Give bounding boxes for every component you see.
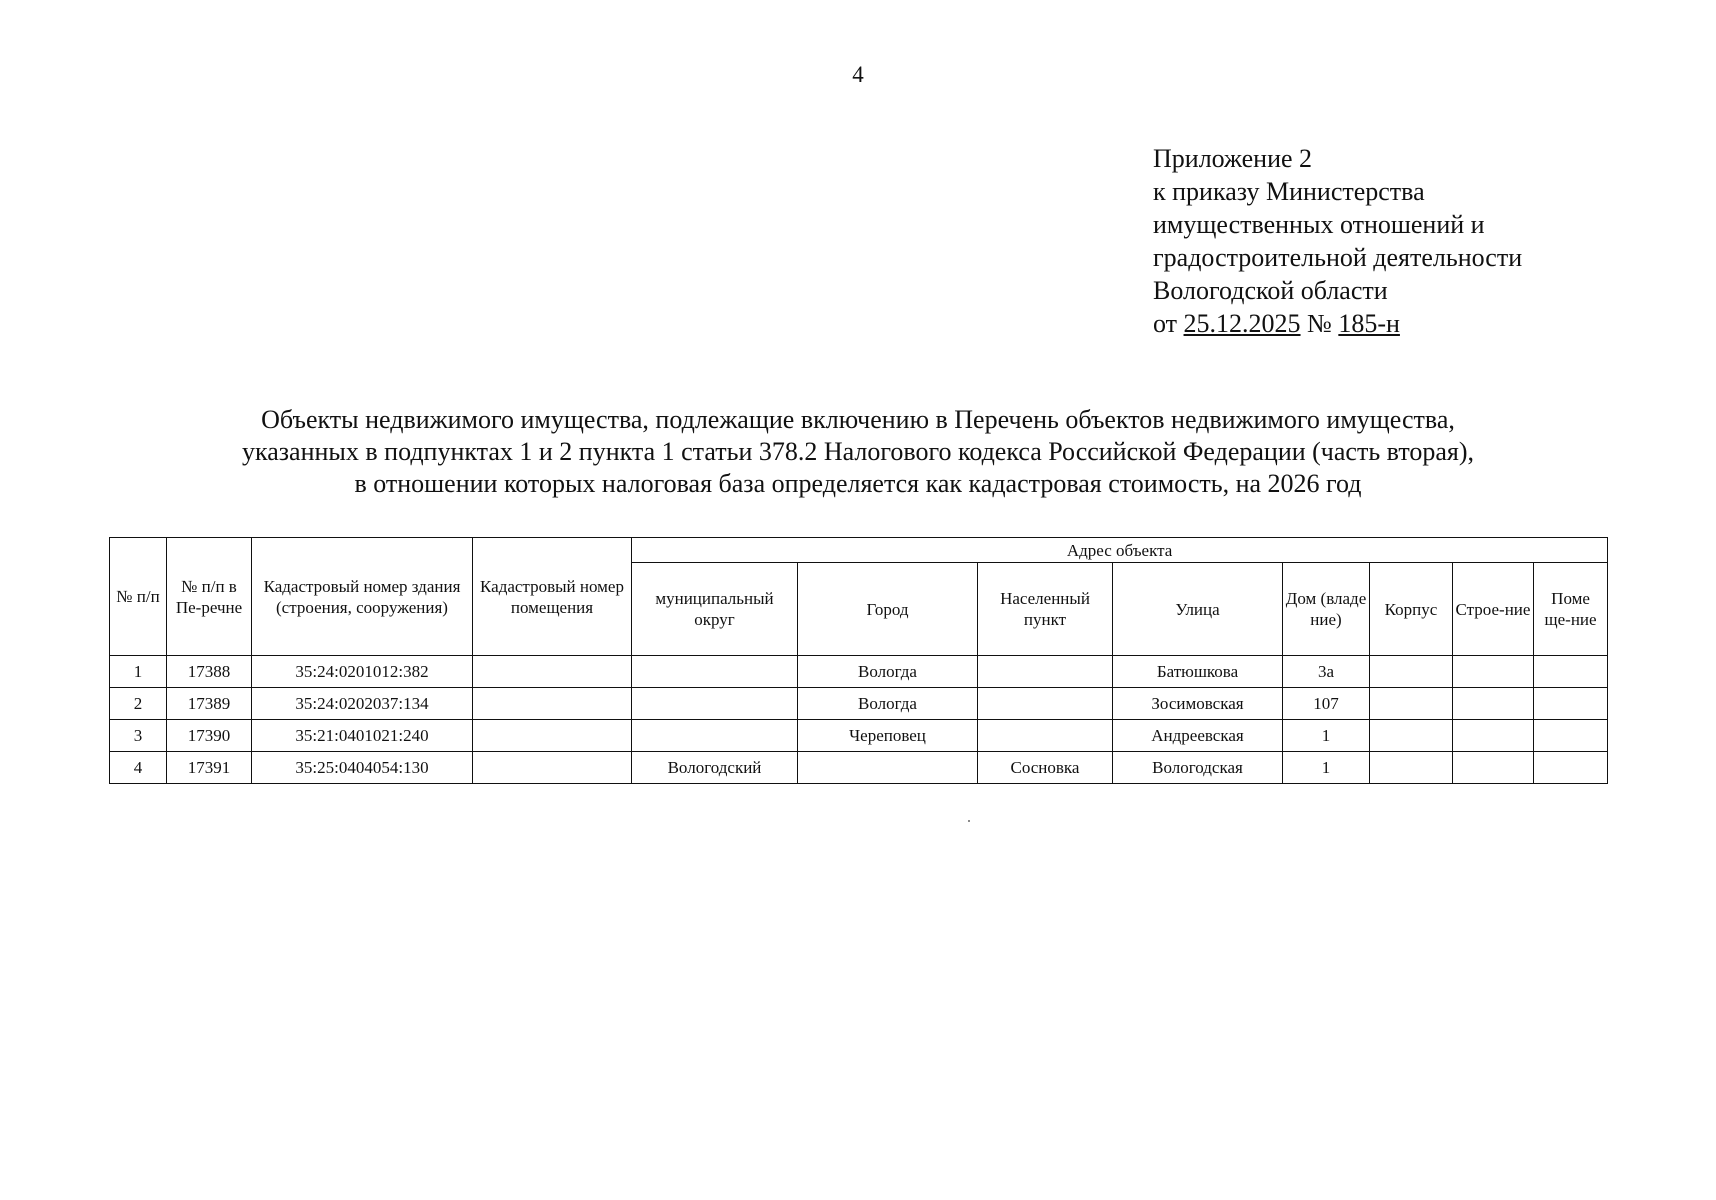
header-room-cadastral: Кадастровый номер помещения (473, 538, 632, 656)
cell-building-cadastral: 35:25:0404054:130 (252, 752, 473, 784)
header-house: Дом (владе ние) (1283, 563, 1370, 656)
appendix-line-1: Приложение 2 (1153, 144, 1313, 173)
cell-block (1370, 720, 1453, 752)
document-title (100, 404, 1616, 500)
cell-settlement (978, 688, 1113, 720)
appendix-line-4: градостроительной деятельности (1153, 243, 1523, 272)
header-building-cadastral: Кадастровый номер здания (строения, сооружения) (252, 538, 473, 656)
cell-city (798, 752, 978, 784)
cell-building (1453, 752, 1534, 784)
cell-building (1453, 688, 1534, 720)
cell-room-cadastral (473, 720, 632, 752)
cell-settlement (978, 656, 1113, 688)
cell-num: 3 (110, 720, 167, 752)
cell-district (632, 720, 798, 752)
cell-district: Вологодский (632, 752, 798, 784)
date-prefix: от (1153, 309, 1178, 338)
header-num: № п/п (110, 538, 167, 656)
cell-building-cadastral: 35:21:0401021:240 (252, 720, 473, 752)
header-building: Строе-ние (1453, 563, 1534, 656)
cell-list-num: 17391 (167, 752, 252, 784)
appendix-line-2: к приказу Министерства (1153, 177, 1425, 206)
table-row (110, 688, 1608, 720)
appendix-block (1153, 142, 1522, 340)
cell-city: Череповец (798, 720, 978, 752)
cell-list-num: 17389 (167, 688, 252, 720)
cell-house: 1 (1283, 720, 1370, 752)
cell-district (632, 656, 798, 688)
cell-building-cadastral: 35:24:0201012:382 (252, 656, 473, 688)
cell-block (1370, 688, 1453, 720)
cell-block (1370, 752, 1453, 784)
cell-house: 1 (1283, 752, 1370, 784)
cell-room (1534, 720, 1608, 752)
title-line-2: указанных в подпунктах 1 и 2 пункта 1 статьи 378.2 Налогового кодекса Российской Федерации (часть вторая), (242, 437, 1474, 466)
order-number: 185-н (1338, 309, 1400, 338)
table-row (110, 656, 1608, 688)
title-line-3: в отношении которых налоговая база определяется как кадастровая стоимость, на 2026 год (354, 469, 1362, 498)
cell-room (1534, 656, 1608, 688)
header-street: Улица (1113, 563, 1283, 656)
header-settlement: Населенный пункт (978, 563, 1113, 656)
cell-city: Вологда (798, 688, 978, 720)
cell-city: Вологда (798, 656, 978, 688)
objects-table (109, 537, 1608, 784)
cell-street: Батюшкова (1113, 656, 1283, 688)
cell-room (1534, 752, 1608, 784)
header-address-group: Адрес объекта (632, 538, 1608, 563)
appendix-line-3: имущественных отношений и (1153, 210, 1485, 239)
cell-district (632, 688, 798, 720)
table-row (110, 720, 1608, 752)
header-city: Город (798, 563, 978, 656)
cell-house: 3а (1283, 656, 1370, 688)
scan-speck (968, 820, 970, 822)
cell-list-num: 17388 (167, 656, 252, 688)
cell-house: 107 (1283, 688, 1370, 720)
page-number: 4 (852, 62, 864, 87)
table-row (110, 752, 1608, 784)
cell-building (1453, 656, 1534, 688)
header-list-num: № п/п в Пе-речне (167, 538, 252, 656)
cell-room-cadastral (473, 688, 632, 720)
cell-list-num: 17390 (167, 720, 252, 752)
cell-num: 4 (110, 752, 167, 784)
cell-num: 2 (110, 688, 167, 720)
cell-room (1534, 688, 1608, 720)
cell-building (1453, 720, 1534, 752)
cell-room-cadastral (473, 656, 632, 688)
cell-settlement (978, 720, 1113, 752)
header-room: Поме ще-ние (1534, 563, 1608, 656)
header-block: Корпус (1370, 563, 1453, 656)
title-line-1: Объекты недвижимого имущества, подлежащие включению в Перечень объектов недвижимого имущества, (261, 405, 1455, 434)
appendix-line-5: Вологодской области (1153, 276, 1388, 305)
number-sign: № (1307, 309, 1332, 338)
cell-settlement: Сосновка (978, 752, 1113, 784)
header-district: муниципальный округ (632, 563, 798, 656)
appendix-date-line (1153, 307, 1522, 340)
cell-street: Вологодская (1113, 752, 1283, 784)
order-date: 25.12.2025 (1183, 309, 1301, 338)
cell-num: 1 (110, 656, 167, 688)
cell-street: Зосимовская (1113, 688, 1283, 720)
cell-street: Андреевская (1113, 720, 1283, 752)
cell-room-cadastral (473, 752, 632, 784)
cell-block (1370, 656, 1453, 688)
cell-building-cadastral: 35:24:0202037:134 (252, 688, 473, 720)
